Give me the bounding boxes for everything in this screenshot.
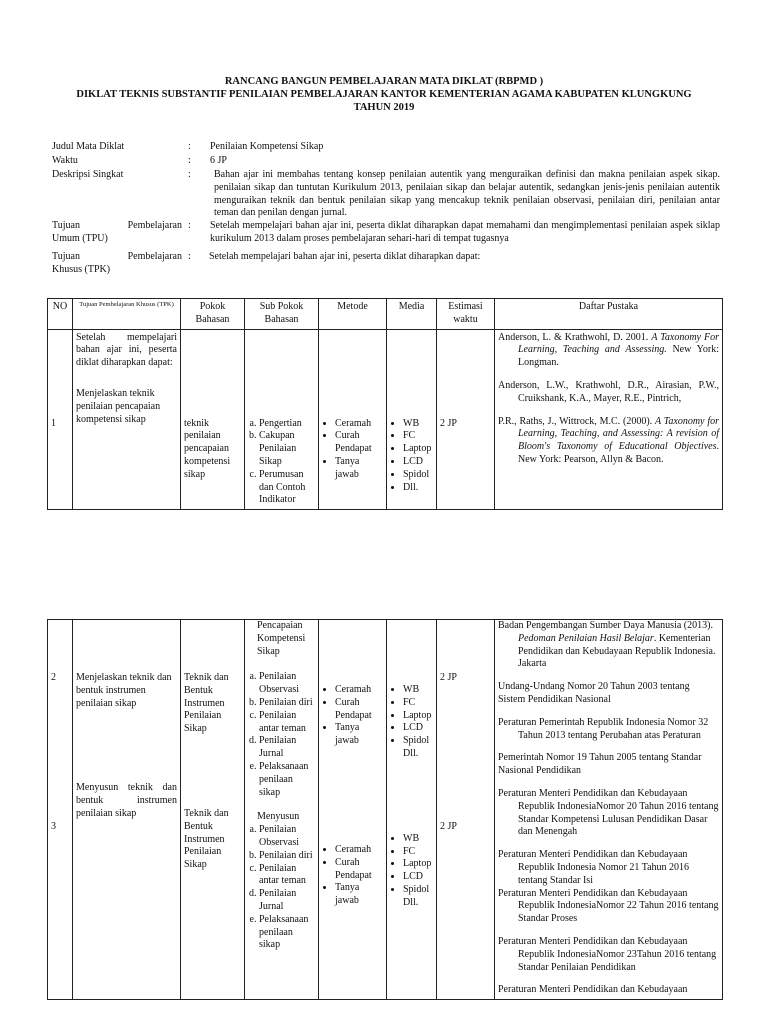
deskripsi-value: Bahan ajar ini membahas tentang konsep penilaian autentik yang menguraikan definisi dan makna penilaian aspek sikap. penilaian sikap dan tuntutan Kurikulum 2013, penilaian sikap dan belajar autentik, sedangkan jenis-jenis penilaian autentik menguraikan teknik dan bentuk penilaian sikap yang mencakup teknik penilaian observasi, penilaian diri, penilaian antar teman dan penilan dengan jurnal. bbox=[214, 169, 720, 219]
header-estimasi: Estimasi waktu bbox=[437, 299, 495, 330]
judul-value: Penilaian Kompetensi Sikap bbox=[210, 141, 324, 152]
list-item: b. Penilaian diri bbox=[259, 850, 315, 863]
list-item: • Dll. bbox=[403, 482, 433, 495]
reference-item: Peraturan Menteri Pendidikan dan Kebudayaan Republik IndonesiaNomor 20 Tahun 2016 tentang Standar Kompetensi Lulusan Pendidikan Dasar dan Menengah bbox=[498, 787, 719, 838]
list-item: • Laptop bbox=[403, 710, 433, 723]
list-item: • Laptop bbox=[403, 858, 433, 871]
row1-metode-list bbox=[322, 418, 383, 482]
list-item: e. Pelaksanaan penilaan sikap bbox=[259, 761, 315, 799]
document-title bbox=[0, 76, 768, 114]
tpu-value: Setelah mempelajari bahan ajar ini, peserta diklat diharapkan dapat memahami dan mengimplementasi penilaian aspek siklap kurikulum 2013 dalam proses pembelajaran sehari-hari di tempat tugasnya bbox=[210, 220, 720, 244]
reference-item: Pemerintah Nomor 19 Tahun 2005 tentang Standar Nasional Pendidikan bbox=[498, 752, 702, 777]
waktu-label: Waktu bbox=[52, 155, 78, 166]
list-item: • Curah Pendapat bbox=[335, 697, 383, 723]
row2-media-list bbox=[390, 684, 433, 761]
header-pokok: Pokok Bahasan bbox=[181, 299, 245, 330]
rbpmd-table-2 bbox=[47, 619, 723, 1000]
list-item: • FC bbox=[403, 846, 433, 859]
header-no: NO bbox=[48, 299, 73, 330]
list-item: e. Pelaksanaan penilaan sikap bbox=[259, 914, 315, 952]
row1-sub-cell bbox=[245, 329, 319, 510]
list-item: • WB bbox=[403, 684, 433, 697]
row2-tpk: Menjelaskan teknik dan bentuk instrumen penilaian sikap bbox=[76, 672, 172, 709]
row1-media-list bbox=[390, 418, 433, 495]
row1-intro: Setelah mempelajari bahan ajar ini, peserta diklat diharapkan dapat: bbox=[76, 331, 177, 369]
list-item: • Tanya jawab bbox=[335, 882, 383, 908]
list-item: • FC bbox=[403, 430, 433, 443]
tpk-label bbox=[52, 251, 182, 277]
tpu-label-b: Pembelajaran bbox=[127, 220, 182, 231]
colon: : bbox=[188, 251, 191, 262]
list-item: • Laptop bbox=[403, 443, 433, 456]
tpu-label-c: Umum (TPU) bbox=[52, 232, 108, 244]
list-item: b. Penilaian diri bbox=[259, 697, 315, 710]
row3-media-list bbox=[390, 833, 433, 910]
list-item: • Ceramah bbox=[335, 844, 383, 857]
header-media: Media bbox=[387, 299, 437, 330]
row1-metode-cell bbox=[319, 329, 387, 510]
metode-cell bbox=[319, 620, 387, 1000]
list-item: • Spidol Dll. bbox=[403, 735, 433, 761]
row2-tpk-cell bbox=[73, 620, 181, 1000]
row2-pokok: Teknik dan Bentuk Instrumen Penilaian Sikap bbox=[184, 672, 229, 735]
list-item: • Ceramah bbox=[335, 418, 383, 431]
list-item: b. Cakupan Penilaian Sikap bbox=[259, 430, 315, 468]
tpk-value: Setelah mempelajari bahan ajar ini, peserta diklat diharapkan dapat: bbox=[209, 251, 481, 262]
row1-sub-list bbox=[248, 418, 315, 508]
reference-item: Peraturan Menteri Pendidikan dan Kebudayaan Republik IndonesiaNomor 22 Tahun 2016 tentang Standar Proses bbox=[498, 887, 719, 925]
list-item: d. Penilaian Jurnal bbox=[259, 888, 315, 914]
list-item: a. Penilaian Observasi bbox=[259, 671, 315, 697]
row2-pokok-cell bbox=[181, 620, 245, 1000]
row3-sub-intro: Menyusun bbox=[257, 811, 300, 823]
list-item: • Curah Pendapat bbox=[335, 857, 383, 883]
colon: : bbox=[188, 141, 191, 152]
row3-metode-list bbox=[322, 844, 383, 908]
table-row bbox=[48, 620, 723, 1000]
estimasi-cell bbox=[437, 620, 495, 1000]
row2-estimasi: 2 JP bbox=[440, 672, 457, 683]
reference-item: Peraturan Menteri Pendidikan dan Kebudayaan Republik IndonesiaNomor 23Tahun 2016 tentang Standar Penilaian Pendidikan bbox=[498, 935, 717, 973]
reference-item: Peraturan Pemerintah Republik Indonesia Nomor 32 Tahun 2013 tentang Perubahan atas Peraturan bbox=[498, 716, 709, 741]
list-item: • Spidol bbox=[403, 469, 433, 482]
title-line-1: RANCANG BANGUN PEMBELAJARAN MATA DIKLAT (RBPMD ) bbox=[224, 76, 544, 87]
row2-sub-list bbox=[248, 671, 315, 799]
list-item: c. Perumusan dan Contoh Indikator bbox=[259, 469, 315, 507]
pustaka-cell bbox=[495, 620, 723, 1000]
media-cell bbox=[387, 620, 437, 1000]
deskripsi-label: Deskripsi Singkat bbox=[52, 169, 124, 180]
tpk-label-a: Tujuan bbox=[52, 251, 80, 262]
row1-tpk-cell bbox=[73, 329, 181, 510]
reference-item: Badan Pengembangan Sumber Daya Manusia (2013). Pedoman Penilaian Hasil Belajar. Kementerian Pendidikan dan Kebudayaan Republik Indonesia. Jakarta bbox=[498, 620, 716, 670]
list-item: • Curah Pendapat bbox=[335, 430, 383, 456]
reference-item: Peraturan Menteri Pendidikan dan Kebudayaan bbox=[498, 984, 688, 996]
tpk-label-c: Khusus (TPK) bbox=[52, 263, 111, 275]
row1-no: 1 bbox=[48, 329, 73, 510]
reference-item: Undang-Undang Nomor 20 Tahun 2003 tentang Sistem Pendidikan Nasional bbox=[498, 681, 690, 705]
list-item: • FC bbox=[403, 697, 433, 710]
table-row bbox=[48, 329, 723, 510]
colon: : bbox=[188, 155, 191, 166]
row2-no: 2 3 bbox=[48, 620, 73, 1000]
row3-no: 3 bbox=[51, 820, 56, 832]
waktu-value: 6 JP bbox=[210, 155, 227, 166]
title-line-2: DIKLAT TEKNIS SUBSTANTIF PENILAIAN PEMBELAJARAN KANTOR KEMENTERIAN AGAMA KABUPATEN KLUNGKUNG bbox=[76, 88, 692, 100]
header-pustaka: Daftar Pustaka bbox=[495, 299, 723, 330]
list-item: a. Pengertian bbox=[259, 418, 315, 431]
list-item: • Tanya jawab bbox=[335, 722, 383, 748]
list-item: • WB bbox=[403, 833, 433, 846]
list-item: • WB bbox=[403, 418, 433, 431]
row1-media-cell bbox=[387, 329, 437, 510]
list-item: • Spidol Dll. bbox=[403, 884, 433, 910]
reference-item: P.R., Raths, J., Wittrock, M.C. (2000). A Taxonomy for Learning, Teaching, and Assessing: A revision of Bloom's Taxonomy of Educational Objectives. New York: Pearson, Allyn & Bacon. bbox=[498, 415, 719, 465]
header-sub: Sub Pokok Bahasan bbox=[245, 299, 319, 330]
colon: : bbox=[188, 220, 191, 231]
list-item: • LCD bbox=[403, 722, 433, 735]
row2-metode-list bbox=[322, 684, 383, 748]
list-item: • LCD bbox=[403, 456, 433, 469]
list-item: a. Penilaian Observasi bbox=[259, 824, 315, 850]
row1-estimasi: 2 JP bbox=[437, 329, 495, 510]
tpu-label bbox=[52, 220, 182, 246]
row-cont-sub: Pencapaian Kompetensi Sikap bbox=[257, 620, 306, 657]
reference-item: Anderson, L.W., Krathwohl, D.R., Airasian, P.W., Cruikshank, K.A., Mayer, R.E., Pintrich, bbox=[498, 379, 719, 404]
header-metode: Metode bbox=[319, 299, 387, 330]
list-item: c. Penilaian antar teman bbox=[259, 863, 315, 889]
reference-item: Peraturan Menteri Pendidikan dan Kebudayaan Republik Indonesia Nomor 21 Tahun 2016 tentang Standar Isi bbox=[498, 849, 690, 886]
list-item: c. Penilaian antar teman bbox=[259, 710, 315, 736]
table-header-row bbox=[48, 299, 723, 330]
reference-item: Anderson, L. & Krathwohl, D. 2001. A Taxonomy For Learning, Teaching and Assessing. New York: Longman. bbox=[498, 331, 719, 369]
row3-sub-list bbox=[248, 824, 315, 954]
row1-pustaka-cell bbox=[495, 329, 723, 510]
colon: : bbox=[188, 169, 191, 180]
title-line-3: TAHUN 2019 bbox=[353, 101, 415, 113]
header-tpk: Tujuan Pembelajaran Khusus (TPK) bbox=[73, 299, 181, 330]
sub-cell bbox=[245, 620, 319, 1000]
list-item: • LCD bbox=[403, 871, 433, 884]
list-item: • Ceramah bbox=[335, 684, 383, 697]
tpk-label-b: Pembelajaran bbox=[127, 251, 182, 262]
tpu-label-a: Tujuan bbox=[52, 220, 80, 231]
judul-label: Judul Mata Diklat bbox=[52, 141, 125, 152]
list-item: • Tanya jawab bbox=[335, 456, 383, 482]
row3-pokok: Teknik dan Bentuk Instrumen Penilaian Sikap bbox=[184, 807, 229, 871]
row3-tpk: Menyusun teknik dan bentuk instrumen penilaian sikap bbox=[76, 782, 177, 819]
row1-pokok: teknik penilaian pencapaian kompetensi sikap bbox=[181, 329, 245, 510]
rbpmd-table-1 bbox=[47, 298, 723, 510]
row3-estimasi: 2 JP bbox=[440, 820, 457, 832]
row1-tpk: Menjelaskan teknik penilaian pencapaian kompetensi sikap bbox=[76, 387, 161, 425]
list-item: d. Penilaian Jurnal bbox=[259, 735, 315, 761]
